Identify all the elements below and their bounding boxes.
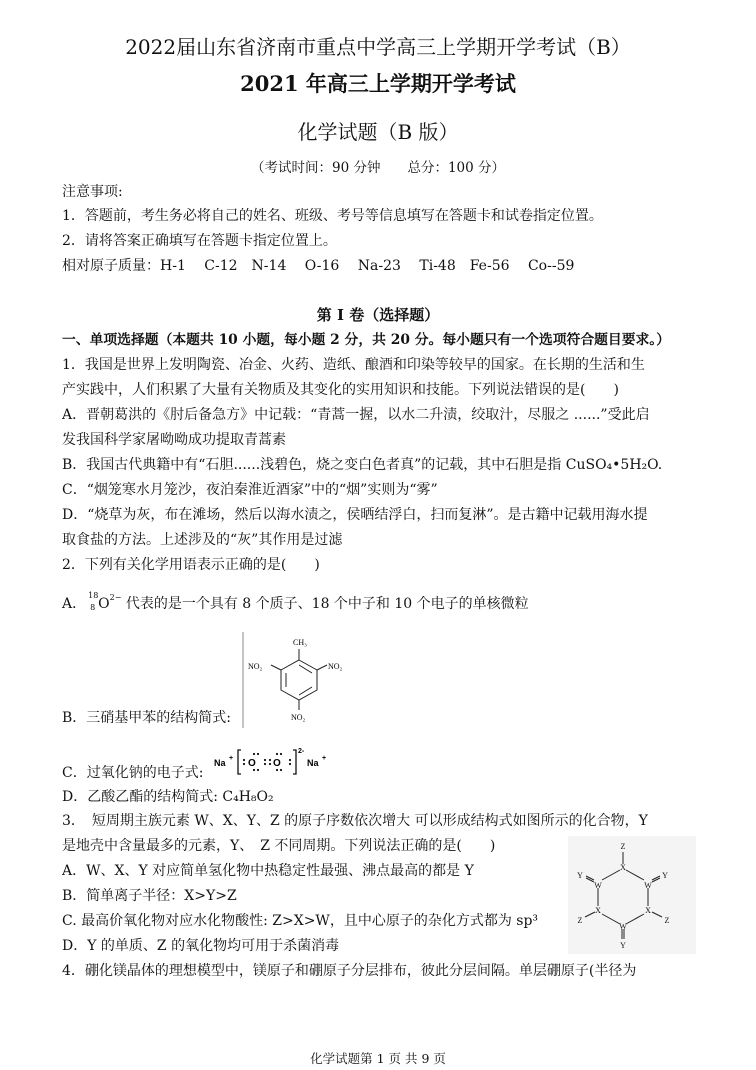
- tnt-no2-left: NO₂: [248, 662, 263, 671]
- section-instruction: 一、单项选择题（本题共 10 小题，每小题 2 分，共 20 分。每小题只有一个选项符合题目要求。）: [62, 332, 670, 348]
- q2-a-mass-number: 18: [88, 591, 99, 600]
- tnt-ch3-label: CH₃: [293, 638, 307, 647]
- ring-z-left: Z: [577, 916, 583, 925]
- q1-stem-line1: 1．我国是世界上发明陶瓷、冶金、火药、造纸、酿酒和印染等较早的国家。在长期的生活和生: [62, 357, 645, 373]
- exam-title: 2022届山东省济南市重点中学高三上学期开学考试（B）: [125, 35, 631, 59]
- q1-option-c: C．“烟笼寒水月笼沙，夜泊秦淮近酒家”中的“烟”实则为“雾”: [62, 482, 438, 498]
- sodium-peroxide-electron-formula: [214, 747, 334, 777]
- q2-a-symbol: O: [98, 596, 110, 612]
- ring-w-left: W: [594, 881, 602, 890]
- na-left-charge: +: [229, 755, 234, 762]
- q2-option-d: D．乙酸乙酯的结构简式: C₄H₈O₂: [62, 789, 274, 805]
- subject-title: 化学试题（B 版）: [297, 120, 459, 144]
- q1-option-a-line1: A．晋朝葛洪的《肘后备急方》中记载：“青蒿一握，以水二升渍，绞取汁，尽服之 ......”受此启: [62, 407, 650, 423]
- na-right-charge: +: [322, 755, 327, 762]
- na-right: Na: [307, 758, 319, 768]
- note-item-2: 2．请将答案正确填写在答题卡指定位置上。: [62, 233, 337, 249]
- q1-option-d-line2: 取食盐的方法。上述涉及的“灰”其作用是过滤: [62, 532, 343, 548]
- q2-a-nuclide-numbers: [86, 592, 98, 610]
- ring-x-left: X: [595, 906, 601, 915]
- ring-z-right: Z: [664, 916, 670, 925]
- ring-y-right: Y: [662, 871, 668, 880]
- q2-a-text: 代表的是一个具有 8 个质子、18 个中子和 10 个电子的单核微粒: [125, 596, 529, 612]
- q1-option-d-line1: D．“烧草为灰，布在滩场，然后以海水渍之，侯晒结浮白，扫而复淋”。是古籍中记载用海水提: [62, 507, 648, 523]
- q3-ring-structure: [568, 836, 696, 954]
- q3-option-d: D．Y 的单质、Z 的氧化物均可用于杀菌消毒: [62, 938, 340, 954]
- q1-stem-line2: 产实践中，人们积累了大量有关物质及其变化的实用知识和技能。下列说法错误的是( ): [62, 382, 619, 398]
- exam-subtitle: 2021 年高三上学期开学考试: [240, 71, 516, 96]
- q3-option-b: B．简单离子半径：X>Y>Z: [62, 888, 237, 904]
- q3-stem-line1: 3． 短周期主族元素 W、X、Y、Z 的原子序数依次增大 可以形成结构式如图所示的化合物，Y: [62, 813, 648, 829]
- q2-option-a: [62, 588, 716, 614]
- peroxide-charge: 2-: [298, 748, 305, 755]
- q3-stem-line2: 是地壳中含量最多的元素，Y、 Z 不同周期。下列说法正确的是( ): [62, 838, 496, 854]
- ring-x-top: X: [620, 863, 626, 872]
- q2-stem: 2．下列有关化学用语表示正确的是( ): [62, 557, 320, 573]
- ring-x-right: X: [645, 906, 651, 915]
- ring-w-bottom: W: [619, 922, 627, 931]
- tnt-no2-bottom: NO₂: [291, 713, 306, 722]
- atomic-mass-line: 相对原子质量：H-1 C-12 N-14 O-16 Na-23 Ti-48 Fe-56 Co--59: [62, 258, 575, 274]
- svg-text:O: O: [273, 758, 281, 769]
- q3-option-a: A．W、X、Y 对应简单氢化物中热稳定性最强、沸点最高的都是 Y: [62, 863, 474, 879]
- ring-w-right: W: [644, 881, 652, 890]
- q2-option-c: C．过氧化钠的电子式:: [62, 765, 204, 781]
- q1-option-a-line2: 发我国科学家屠呦呦成功提取青蒿素: [62, 432, 286, 448]
- section-title: 第 I 卷（选择题）: [316, 306, 440, 324]
- na-left: Na: [214, 758, 226, 768]
- tnt-no2-right: NO₂: [328, 662, 343, 671]
- page-footer: 化学试题第 1 页 共 9 页: [310, 1051, 446, 1066]
- ring-y-bottom: Y: [620, 941, 626, 950]
- q4-stem-line1: 4．硼化镁晶体的理想模型中，镁原子和硼原子分层排布，彼此分层间隔。单层硼原子(半径为: [62, 963, 637, 979]
- ring-z-top: Z: [620, 842, 626, 851]
- q2-a-charge: 2−: [109, 593, 122, 602]
- exam-info: （考试时间：90 分钟 总分：100 分）: [250, 160, 506, 176]
- q2-a-atomic-number: 8: [90, 603, 96, 612]
- q3-option-c: C. 最高价氧化物对应水化物酸性: Z>X>W，且中心原子的杂化方式都为 sp³: [62, 913, 539, 929]
- notes-heading: 注意事项:: [62, 184, 123, 200]
- ring-y-left: Y: [577, 871, 583, 880]
- q1-option-b: B．我国古代典籍中有“石胆......浅碧色，烧之变白色者真”的记载，其中石胆是指 CuSO₄•5H₂O.: [62, 457, 663, 473]
- q2-a-prefix: A．: [62, 596, 87, 612]
- q2-option-b: B．三硝基甲苯的结构简式:: [62, 710, 232, 726]
- note-item-1: 1．答题前，考生务必将自己的姓名、班级、考号等信息填写在答题卡和试卷指定位置。: [62, 208, 603, 224]
- svg-text:O: O: [248, 758, 256, 769]
